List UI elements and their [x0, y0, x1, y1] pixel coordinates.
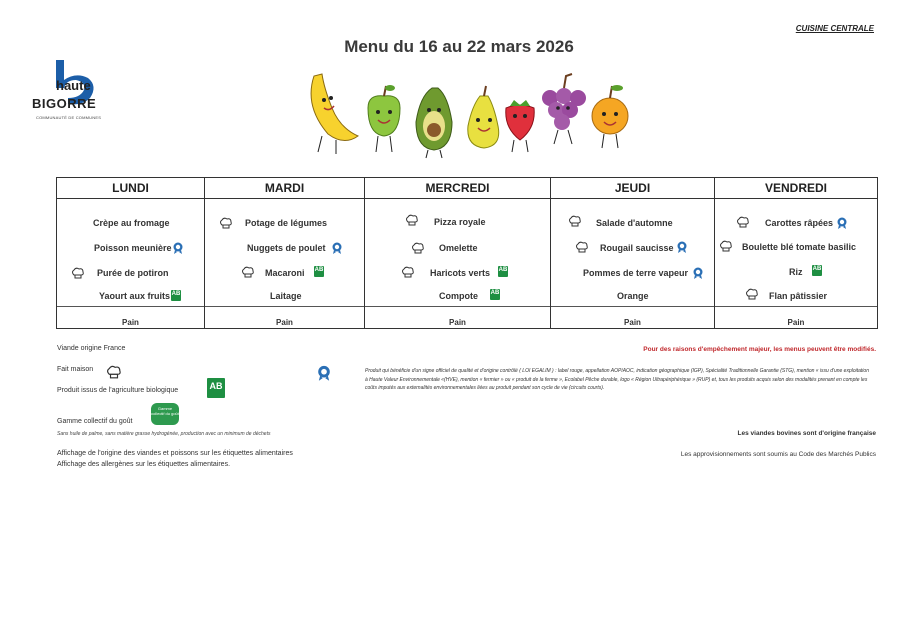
avocado-icon: [416, 88, 452, 158]
pain-label: Pain: [449, 318, 466, 327]
day-column-vendredi: [714, 178, 877, 328]
day-header: VENDREDI: [715, 178, 877, 199]
notice-marches: Les approvisionnements sont soumis au Code des Marchés Publics: [680, 451, 876, 458]
dish-item: Nuggets de poulet: [205, 241, 364, 255]
pain-label: Pain: [122, 318, 139, 327]
egalim-note: Produit qui bénéficie d'un signe officiel de qualité et d'origine contrôlé ( LOI EGALIM ) : label rouge, appellation AOP/AOC, indication géographique (IGP), Spécialité Traditionnelle Garantie (STG), mention « issu d'une exploitation à Haute Valeur Environnementale «(HVE), mention « fermier » ou « produit de la ferme », Ecolabel Pêche durable, logo « Région Ultrapériphérique » (RUP) et, tous les produits acquis selon des modalités prenant en compte les coûts imputés aux externalités environnementales liées au produit pendant son cycle de vie (circuits courts).: [365, 368, 869, 391]
ab-bio-icon: AB: [812, 265, 822, 276]
legend-fait-maison: Fait maison: [57, 366, 94, 373]
haute-bigorre-logo: [32, 58, 107, 128]
cuisine-centrale-label: CUISINE CENTRALE: [795, 24, 874, 33]
day-column-mardi: [204, 178, 364, 328]
logo-text-haute: haute: [56, 78, 91, 93]
legend-bio: Produit issus de l'agriculture biologique: [57, 387, 179, 394]
dish-item: Compote AB: [439, 290, 500, 301]
chef-hat-icon: [575, 241, 589, 253]
dish-item: Purée de potiron: [57, 266, 204, 280]
fruits-illustration: [300, 66, 650, 161]
chef-hat-icon: [745, 288, 759, 300]
banana-icon: [311, 74, 358, 154]
dish-item: Orange: [617, 291, 649, 301]
notice-bovines: Les viandes bovines sont d'origine française: [737, 430, 876, 437]
ab-bio-icon: AB: [490, 289, 500, 300]
chef-hat-icon: [241, 266, 255, 278]
day-header: JEUDI: [551, 178, 714, 199]
ab-bio-icon: AB: [171, 290, 181, 301]
chef-hat-icon: [719, 240, 733, 252]
dish-item: Poisson meunière: [57, 241, 204, 255]
ab-bio-icon: AB: [314, 266, 324, 277]
label-rouge-medal-icon: [171, 242, 185, 254]
legend-affichage-allergenes: Affichage des allergènes sur les étiquettes alimentaires.: [57, 461, 231, 468]
dish-item: Pizza royale: [365, 215, 550, 229]
logo-text-communaute: COMMUNAUTÉ DE COMMUNES: [36, 115, 102, 120]
dish-item: Riz AB: [789, 266, 822, 277]
apple-icon: [368, 85, 400, 152]
label-rouge-medal-icon: [315, 364, 333, 382]
gamme-badge: Gamme collectif du goût: [151, 403, 179, 425]
menu-title: Menu du 16 au 22 mars 2026: [344, 37, 574, 56]
legend-gamme-note: Sans huile de palme, sans matière grasse hydrogénée, production avec un minimum de déchets: [57, 431, 271, 437]
day-column-mercredi: [364, 178, 550, 328]
day-header: MARDI: [205, 178, 364, 199]
pain-label: Pain: [787, 318, 805, 327]
dish-item: Rougail saucisse: [551, 241, 714, 255]
pain-label: Pain: [624, 318, 641, 327]
legend-viande-france: Viande origine France: [57, 345, 126, 352]
label-rouge-medal-icon: [675, 241, 689, 253]
chef-hat-icon: [219, 217, 233, 229]
dish-item: Crèpe au fromage: [93, 218, 170, 228]
dish-item: Salade d'automne: [551, 216, 714, 230]
dish-item: Haricots verts AB: [365, 266, 550, 280]
dish-item: Boulette blé tomate basilic: [715, 240, 877, 254]
chef-hat-icon: [405, 214, 419, 226]
day-header: LUNDI: [57, 178, 204, 199]
chef-hat-icon: [736, 216, 750, 228]
label-rouge-medal-icon: [691, 267, 705, 279]
dish-item: Flan pâtissier: [715, 289, 877, 303]
dish-item: Yaourt aux fruits AB: [99, 291, 181, 301]
label-rouge-medal-icon: [835, 217, 849, 229]
dish-item: Macaroni AB: [205, 266, 364, 280]
strawberry-icon: [506, 100, 534, 152]
dish-item: Pommes de terre vapeur: [551, 266, 714, 280]
chef-hat-icon: [401, 266, 415, 278]
chef-hat-icon: [568, 215, 582, 227]
day-column-jeudi: [550, 178, 714, 328]
day-header: MERCREDI: [365, 178, 550, 199]
chef-hat-icon: [103, 365, 125, 379]
dish-item: Laitage: [270, 291, 302, 301]
ab-bio-icon: AB: [207, 378, 225, 398]
dish-item: Carottes râpées: [715, 216, 877, 230]
day-column-lundi: [57, 178, 204, 328]
dish-item: Omelette: [365, 241, 550, 255]
logo-text-bigorre: BIGORRE: [32, 96, 97, 111]
label-rouge-medal-icon: [330, 242, 344, 254]
pear-icon: [468, 86, 499, 148]
chef-hat-icon: [411, 242, 425, 254]
grapes-icon: [542, 74, 586, 144]
menu-table: [56, 177, 878, 329]
orange-icon: [592, 85, 628, 148]
chef-hat-icon: [71, 267, 85, 279]
dish-item: Potage de légumes: [205, 216, 364, 230]
ab-bio-icon: AB: [498, 266, 508, 277]
legend-affichage-origine: Affichage de l'origine des viandes et poissons sur les étiquettes alimentaires: [57, 450, 293, 457]
legend-gamme: Gamme collectif du goût: [57, 418, 133, 425]
pain-label: Pain: [276, 318, 293, 327]
notice-raisons: Pour des raisons d'empêchement majeur, les menus peuvent être modifiés.: [643, 346, 876, 353]
